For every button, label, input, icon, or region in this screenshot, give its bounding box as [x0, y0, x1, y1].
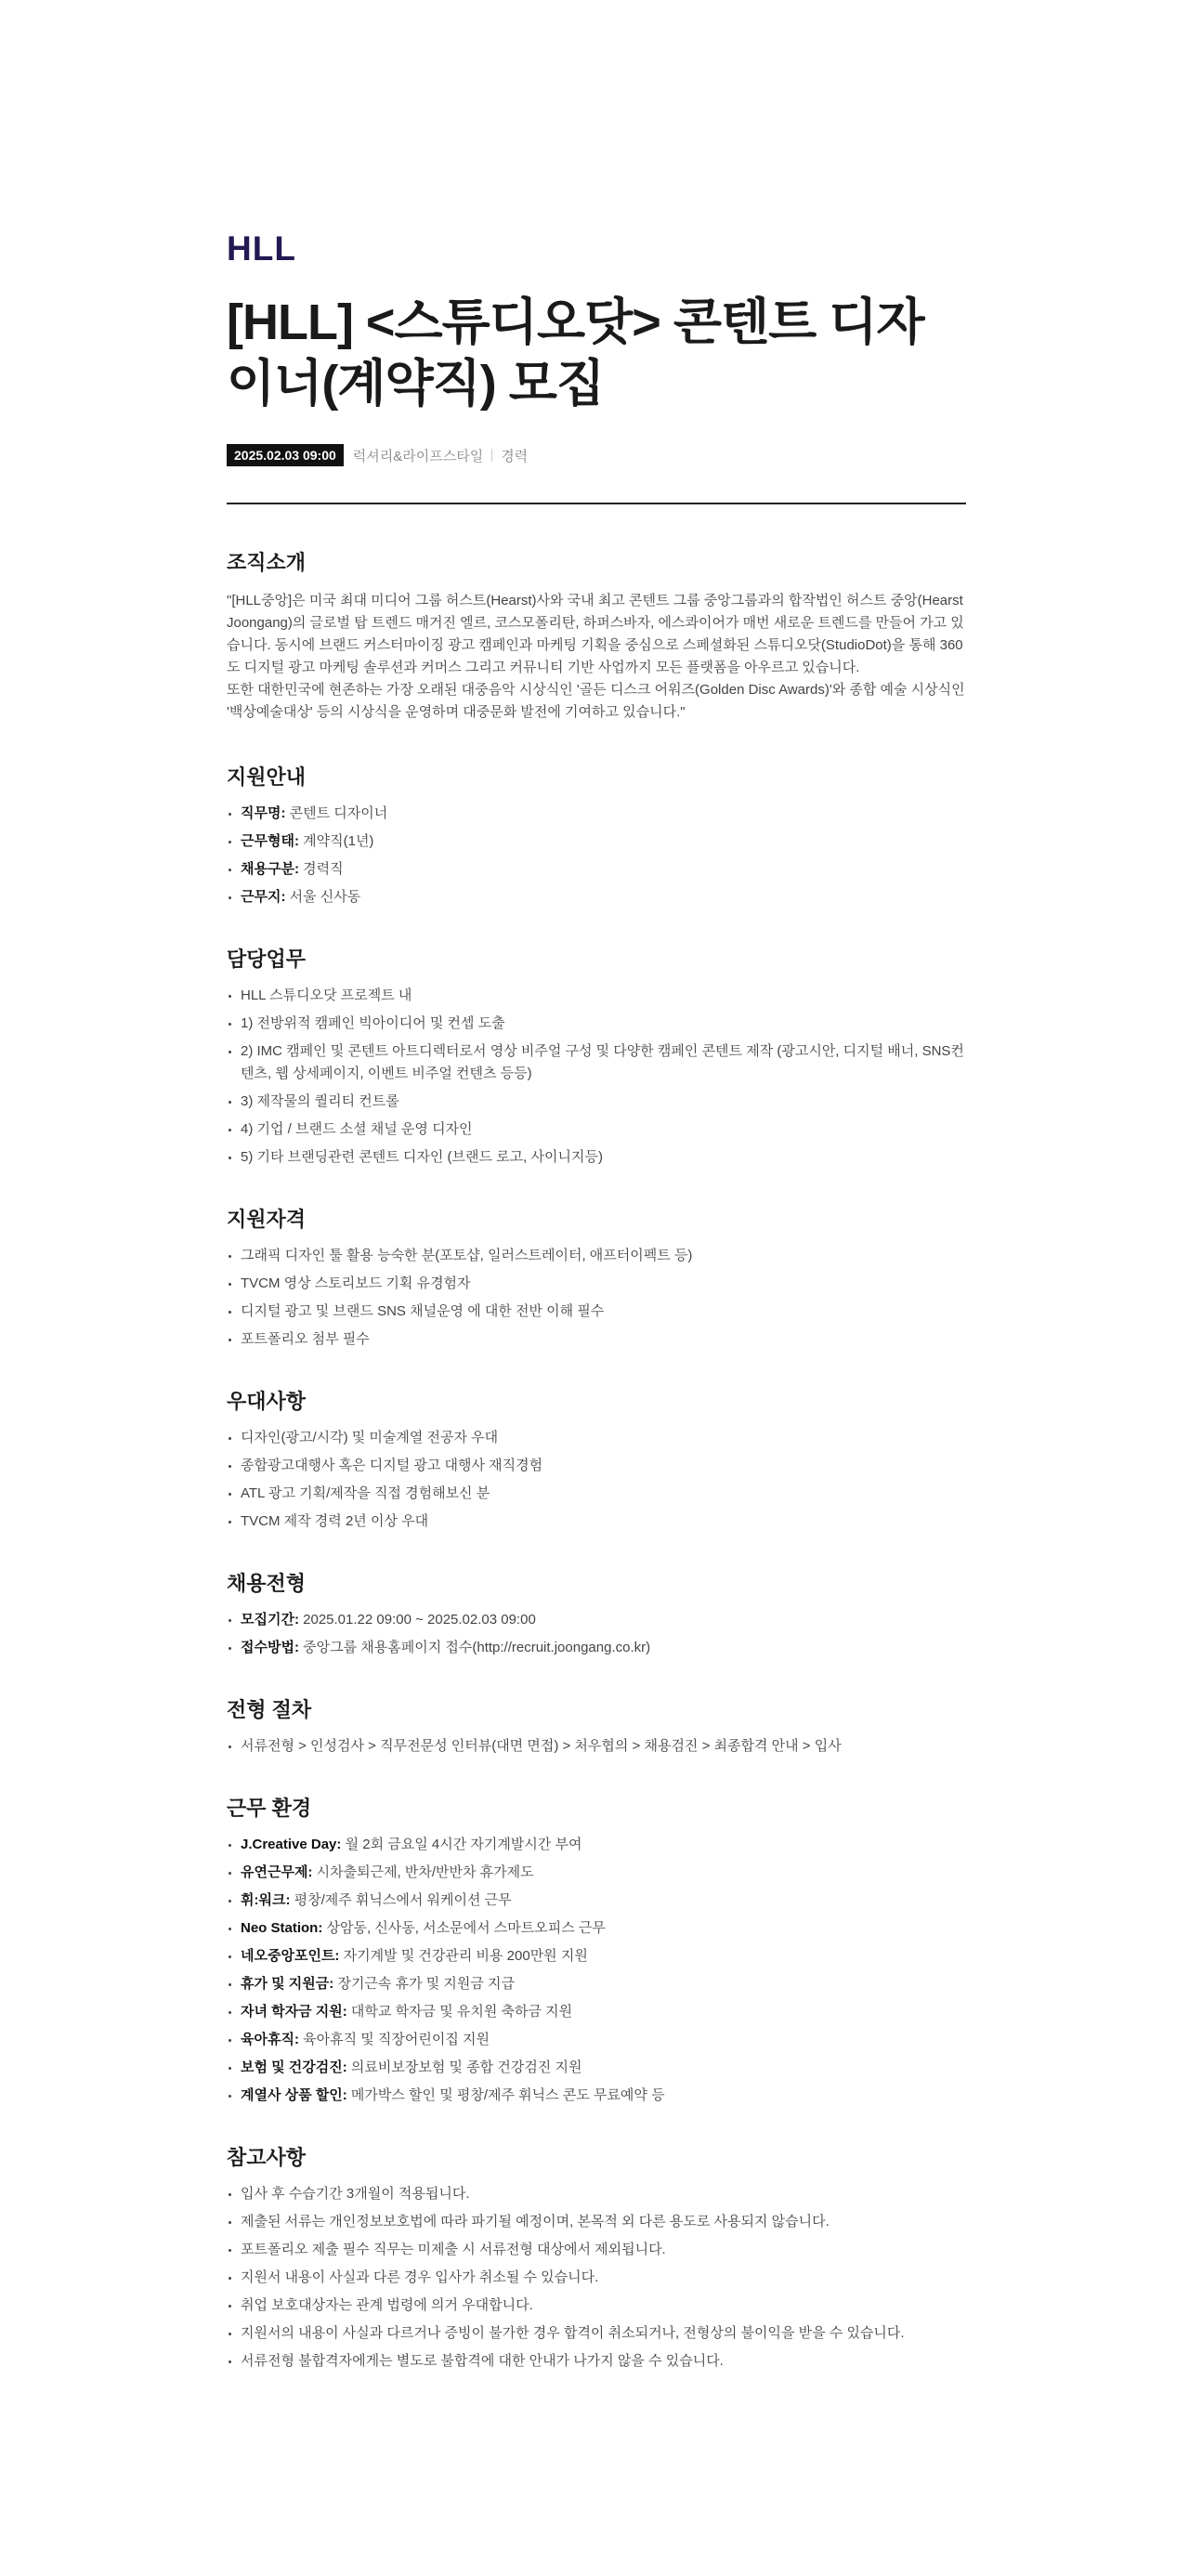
- list-item: [227, 2001, 966, 2023]
- item-value: 시차출퇴근제, 반차/반반차 휴가제도: [312, 1864, 534, 1880]
- item-label: 유연근무제:: [241, 1864, 313, 1880]
- item-label: 휘:워크:: [241, 1892, 291, 1908]
- intro-paragraph: "[HLL중앙]은 미국 최대 미디어 그룹 허스트(Hearst)사와 국내 최고 콘텐트 그룹 중앙그룹과의 합작법인 허스트 중앙(Hearst Joongang)의 글로벌 탑 트렌드 매거진 엘르, 코스모폴리탄, 하퍼스바자, 에스콰이어가 매번 새로운 트렌드를 만들어 가고 있습니다. 동시에 브랜드 커스터마이징 광고 캠페인과 마케팅 기획을 중심으로 스페셜화된 스튜디오닷(StudioDot)을 통해 360도 디지털 광고 마케팅 솔루션과 커머스 그리고 커뮤니티 기반 사업까지 모든 플랫폼을 아우르고 있습니다.: [227, 593, 964, 675]
- section-duties: [227, 946, 966, 1169]
- list-item: 지원서 내용이 사실과 다른 경우 입사가 취소될 수 있습니다.: [227, 2267, 966, 2289]
- qualifications-list: [227, 1245, 966, 1351]
- section-qualifications: [227, 1206, 966, 1351]
- list-item: 지원서의 내용이 사실과 다르거나 증빙이 불가한 경우 합격이 취소되거나, 전형상의 불이익을 받을 수 있습니다.: [227, 2322, 966, 2345]
- list-item: TVCM 영상 스토리보드 기획 유경험자: [227, 1273, 966, 1295]
- section-heading: 지원자격: [227, 1208, 307, 1231]
- process-list: [227, 1735, 966, 1758]
- section-org-intro: [227, 549, 966, 724]
- item-value: 자기계발 및 건강관리 비용 200만원 지원: [339, 1948, 588, 1964]
- item-label: 보험 및 건강검진:: [241, 2059, 347, 2075]
- item-label: 채용구분:: [241, 861, 299, 877]
- item-value: 콘텐트 디자이너: [285, 805, 388, 821]
- notes-list: [227, 2183, 966, 2373]
- list-item: [227, 2057, 966, 2079]
- list-item: TVCM 제작 경력 2년 이상 우대: [227, 1510, 966, 1533]
- list-item: 그래픽 디자인 툴 활용 능숙한 분(포토샵, 일러스트레이터, 애프터이펙트 등): [227, 1245, 966, 1267]
- item-value: 평창/제주 휘닉스에서 워케이션 근무: [290, 1892, 512, 1908]
- list-item: 서류전형 > 인성검사 > 직무전문성 인터뷰(대면 면접) > 처우협의 > 채용검진 > 최종합격 안내 > 입사: [227, 1735, 966, 1758]
- item-value: 의료비보장보험 및 종합 건강검진 지원: [346, 2059, 582, 2075]
- list-item: 디지털 광고 및 브랜드 SNS 채널운영 에 대한 전반 이해 필수: [227, 1301, 966, 1323]
- list-item: 4) 기업 / 브랜드 소셜 채널 운영 디자인: [227, 1118, 966, 1141]
- recruit-type-list: [227, 1609, 966, 1659]
- duties-list: [227, 985, 966, 1169]
- org-intro-text: [227, 590, 966, 724]
- section-heading: 참고사항: [227, 2146, 307, 2169]
- posting-content: [227, 229, 966, 2378]
- item-value: 메가박스 할인 및 평창/제주 휘닉스 콘도 무료예약 등: [346, 2087, 665, 2103]
- section-heading: 조직소개: [227, 551, 307, 574]
- list-item: [227, 830, 966, 853]
- deadline-date-badge: 2025.02.03 09:00: [227, 444, 344, 466]
- section-heading: 전형 절차: [227, 1698, 312, 1721]
- page-title: [HLL] <스튜디오닷> 콘텐트 디자이너(계약직) 모집: [227, 294, 924, 412]
- list-item: 취업 보호대상자는 관계 법령에 의거 우대합니다.: [227, 2295, 966, 2317]
- item-label: 근무지:: [241, 889, 286, 905]
- item-value: 2025.01.22 09:00 ~ 2025.02.03 09:00: [298, 1612, 536, 1628]
- list-item: [227, 803, 966, 825]
- section-recruit-type: [227, 1570, 966, 1659]
- list-item: 포트폴리오 제출 필수 직무는 미제출 시 서류전형 대상에서 제외됩니다.: [227, 2239, 966, 2261]
- item-value[interactable]: 중앙그룹 채용홈페이지 접수(http://recruit.joongang.co.kr): [298, 1640, 651, 1655]
- list-item: 제출된 서류는 개인정보보호법에 따라 파기될 예정이며, 본목적 외 다른 용도로 사용되지 않습니다.: [227, 2211, 966, 2233]
- preferred-list: [227, 1427, 966, 1533]
- item-value: 대학교 학자금 및 유치원 축하금 지원: [346, 2004, 573, 2020]
- list-item: 종합광고대행사 혹은 디지털 광고 대행사 재직경험: [227, 1455, 966, 1477]
- list-item: 2) IMC 캠페인 및 콘텐트 아트디렉터로서 영상 비주얼 구성 및 다양한 캠페인 콘텐트 제작 (광고시안, 디지털 배너, SNS컨텐츠, 웹 상세페이지, 이벤트 비주얼 컨텐츠 등등): [227, 1040, 966, 1085]
- item-value: 경력직: [298, 861, 344, 877]
- list-item: 3) 제작물의 퀄리티 컨트롤: [227, 1091, 966, 1113]
- list-item: 5) 기타 브랜딩관련 콘텐트 디자인 (브랜드 로고, 사이니지등): [227, 1146, 966, 1169]
- item-label: 네오중앙포인트:: [241, 1948, 340, 1964]
- list-item: [227, 886, 966, 909]
- list-item: [227, 1834, 966, 1856]
- list-item: HLL 스튜디오닷 프로젝트 내: [227, 985, 966, 1007]
- list-item: [227, 1973, 966, 1995]
- list-item: [227, 858, 966, 881]
- section-apply-info: [227, 764, 966, 909]
- posting-meta: [227, 444, 966, 466]
- item-label: 근무형태:: [241, 833, 299, 849]
- section-notes: [227, 2144, 966, 2373]
- section-heading: 채용전형: [227, 1572, 307, 1595]
- career-label: 경력: [501, 448, 529, 464]
- list-item: [227, 1609, 966, 1631]
- category-label: 럭셔리&라이프스타일: [352, 448, 484, 464]
- meta-divider: [491, 449, 492, 462]
- hll-logo[interactable]: HLL: [227, 229, 296, 268]
- header-divider: [227, 503, 966, 504]
- list-item: ATL 광고 기획/제작을 직접 경험해보신 분: [227, 1483, 966, 1505]
- list-item: 디자인(광고/시각) 및 미술계열 전공자 우대: [227, 1427, 966, 1449]
- item-label: 모집기간:: [241, 1612, 299, 1628]
- item-label: 직무명:: [241, 805, 286, 821]
- item-value: 장기근속 휴가 및 지원금 지급: [333, 1976, 515, 1992]
- item-label: 자녀 학자금 지원:: [241, 2004, 347, 2020]
- item-value: 계약직(1년): [298, 833, 374, 849]
- list-item: [227, 2085, 966, 2107]
- item-label: 휴가 및 지원금:: [241, 1976, 334, 1992]
- list-item: [227, 1945, 966, 1968]
- list-item: 입사 후 수습기간 3개월이 적용됩니다.: [227, 2183, 966, 2205]
- apply-info-list: [227, 803, 966, 909]
- list-item: [227, 2029, 966, 2051]
- section-heading: 우대사항: [227, 1390, 307, 1413]
- item-value: 상암동, 신사동, 서소문에서 스마트오피스 근무: [322, 1920, 606, 1936]
- intro-paragraph: 또한 대한민국에 현존하는 가장 오래된 대중음악 시상식인 '골든 디스크 어워즈(Golden Disc Awards)'와 종합 예술 시상식인 '백상예술대상' 등의 시상식을 운영하며 대중문화 발전에 기여하고 있습니다.": [227, 682, 965, 720]
- section-heading: 담당업무: [227, 948, 307, 971]
- environment-list: [227, 1834, 966, 2107]
- item-label: Neo Station:: [241, 1920, 323, 1936]
- section-process: [227, 1696, 966, 1758]
- list-item: [227, 1637, 966, 1659]
- section-heading: 지원안내: [227, 765, 307, 789]
- item-value: 육아휴직 및 직장어린이집 지원: [298, 2032, 490, 2047]
- list-item: 서류전형 불합격자에게는 별도로 불합격에 대한 안내가 나가지 않을 수 있습니다.: [227, 2350, 966, 2373]
- item-label: 계열사 상품 할인:: [241, 2087, 347, 2103]
- list-item: [227, 1862, 966, 1884]
- section-heading: 근무 환경: [227, 1797, 312, 1820]
- list-item: [227, 1917, 966, 1940]
- item-label: J.Creative Day:: [241, 1837, 342, 1852]
- item-value: 월 2회 금요일 4시간 자기계발시간 부여: [341, 1837, 582, 1852]
- item-label: 접수방법:: [241, 1640, 299, 1655]
- item-label: 육아휴직:: [241, 2032, 299, 2047]
- list-item: 포트폴리오 첨부 필수: [227, 1328, 966, 1351]
- list-item: [227, 1890, 966, 1912]
- list-item: 1) 전방위적 캠페인 빅아이디어 및 컨셉 도출: [227, 1013, 966, 1035]
- item-value: 서울 신사동: [285, 889, 361, 905]
- section-preferred: [227, 1388, 966, 1533]
- section-environment: [227, 1795, 966, 2107]
